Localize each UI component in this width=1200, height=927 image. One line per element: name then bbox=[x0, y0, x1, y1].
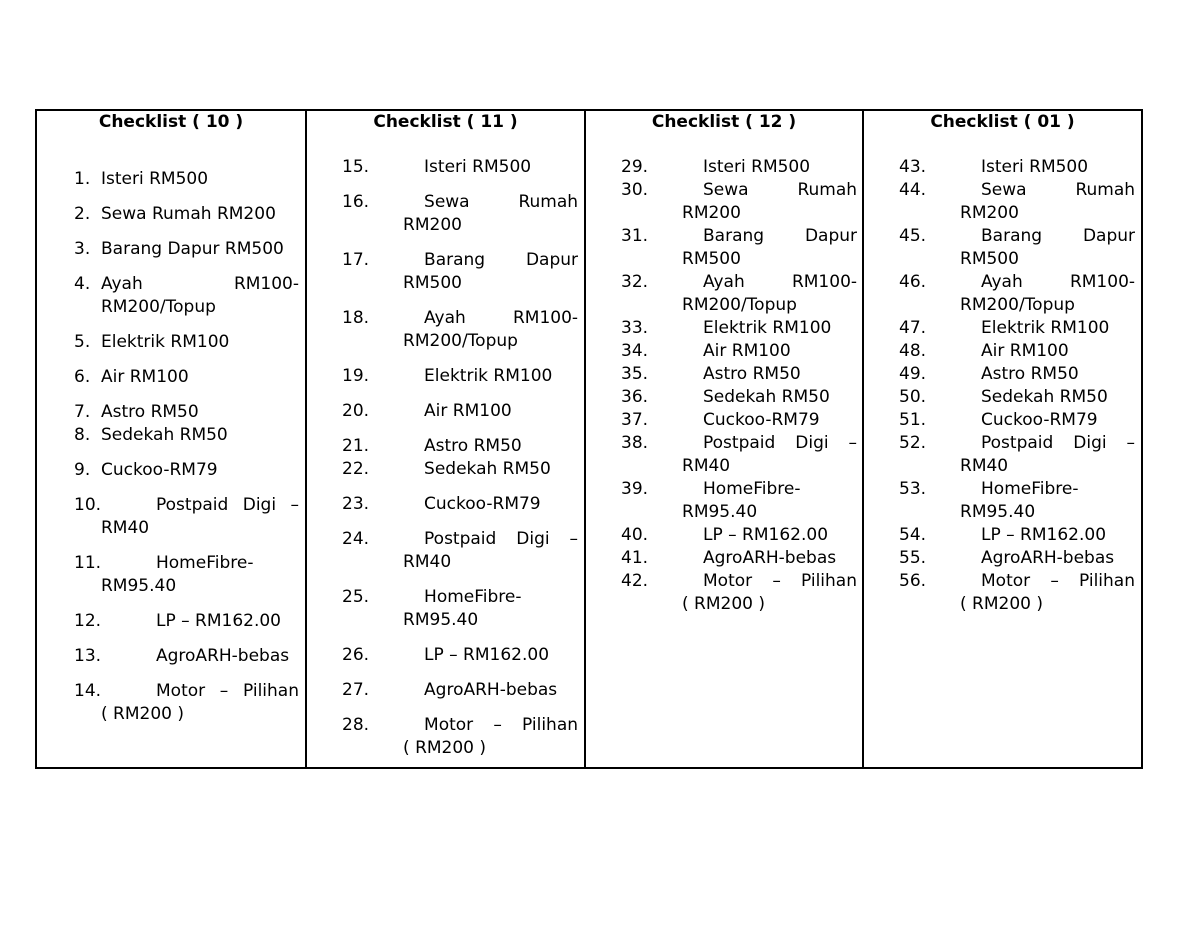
item-text-word: Motor bbox=[156, 681, 206, 701]
list-item bbox=[621, 478, 857, 524]
item-text-continuation: ( RM200 ) bbox=[101, 704, 184, 724]
list-item bbox=[342, 400, 578, 423]
item-text-word: RM100- bbox=[512, 308, 579, 328]
item-text-word: Barang bbox=[981, 226, 1043, 246]
item-text: Cuckoo-RM79 bbox=[424, 494, 541, 514]
item-number: 23. bbox=[342, 494, 370, 514]
item-number: 31. bbox=[621, 226, 649, 246]
item-text: LP – RM162.00 bbox=[424, 645, 550, 665]
item-text-word: HomeFibre- bbox=[424, 587, 522, 607]
item-text-word: Dapur bbox=[1082, 226, 1136, 246]
item-text: AgroARH-bebas bbox=[703, 548, 837, 568]
item-text-continuation: RM200/Topup bbox=[682, 295, 797, 315]
list-item bbox=[899, 409, 1135, 432]
list-item bbox=[74, 366, 299, 389]
item-number: 36. bbox=[621, 387, 649, 407]
list-item bbox=[621, 570, 857, 616]
item-text: Sedekah RM50 bbox=[703, 387, 830, 407]
list-item bbox=[342, 586, 578, 632]
item-text-continuation: RM200 bbox=[682, 203, 741, 223]
list-item bbox=[621, 156, 857, 179]
item-text: Elektrik RM100 bbox=[424, 366, 553, 386]
item-number: 11. bbox=[74, 553, 102, 573]
item-text-continuation: RM95.40 bbox=[960, 502, 1036, 522]
item-number: 48. bbox=[899, 341, 927, 361]
item-text-continuation: RM40 bbox=[403, 552, 452, 572]
item-text-word: RM100- bbox=[233, 274, 299, 294]
item-number: 21. bbox=[342, 436, 370, 456]
list-item bbox=[621, 225, 857, 271]
item-number: 41. bbox=[621, 548, 649, 568]
item-text-continuation: RM500 bbox=[960, 249, 1019, 269]
item-number: 17. bbox=[342, 250, 370, 270]
item-text-word: Digi bbox=[242, 495, 277, 515]
item-text: AgroARH-bebas bbox=[424, 680, 558, 700]
item-text: Air RM100 bbox=[101, 367, 189, 387]
item-text-continuation: RM95.40 bbox=[682, 502, 758, 522]
item-text: Isteri RM500 bbox=[703, 157, 811, 177]
item-number: 27. bbox=[342, 680, 370, 700]
item-text-word: Digi bbox=[795, 433, 829, 453]
list-item bbox=[899, 340, 1135, 363]
list-item bbox=[342, 435, 578, 458]
item-text-word: Postpaid bbox=[424, 529, 497, 549]
item-text: Air RM100 bbox=[981, 341, 1069, 361]
item-text-word: Digi bbox=[516, 529, 550, 549]
item-number: 13. bbox=[74, 646, 102, 666]
item-text-word: Pilihan bbox=[522, 715, 579, 735]
column-title: Checklist ( 01 ) bbox=[930, 112, 1075, 132]
list-item bbox=[342, 365, 578, 388]
item-text-word: Postpaid bbox=[703, 433, 776, 453]
item-number: 39. bbox=[621, 479, 649, 499]
item-text-word: Barang bbox=[703, 226, 765, 246]
item-text-word: RM100- bbox=[791, 272, 858, 292]
checklist-table bbox=[35, 109, 1143, 769]
item-text-word: Postpaid bbox=[156, 495, 229, 515]
item-text: Barang Dapur RM500 bbox=[101, 239, 284, 259]
list-item bbox=[342, 493, 578, 516]
list-item bbox=[74, 203, 299, 226]
item-text-word: Sewa bbox=[981, 180, 1027, 200]
item-number: 40. bbox=[621, 525, 649, 545]
item-number: 18. bbox=[342, 308, 370, 328]
item-number: 51. bbox=[899, 410, 927, 430]
item-number: 54. bbox=[899, 525, 927, 545]
item-text-continuation: RM40 bbox=[960, 456, 1009, 476]
list-item bbox=[74, 552, 299, 598]
item-text-word: – bbox=[493, 715, 502, 735]
list-item bbox=[899, 156, 1135, 179]
item-number: 20. bbox=[342, 401, 370, 421]
item-text-word: – bbox=[848, 433, 858, 453]
item-text-continuation: RM200 bbox=[960, 203, 1019, 223]
item-text-word: Sewa bbox=[703, 180, 749, 200]
item-text-continuation: RM200 bbox=[403, 215, 462, 235]
item-number: 29. bbox=[621, 157, 649, 177]
item-text: Elektrik RM100 bbox=[703, 318, 832, 338]
item-text-continuation: RM500 bbox=[403, 273, 462, 293]
list-item bbox=[74, 610, 299, 633]
list-item bbox=[899, 478, 1135, 524]
item-text-word: HomeFibre- bbox=[703, 479, 801, 499]
item-text-word: – bbox=[219, 681, 229, 701]
item-text-word: Ayah bbox=[101, 274, 143, 294]
item-text-continuation: RM40 bbox=[682, 456, 731, 476]
item-number: 55. bbox=[899, 548, 927, 568]
list-item bbox=[74, 238, 299, 261]
item-text: Sewa Rumah RM200 bbox=[101, 204, 276, 224]
list-item bbox=[621, 524, 857, 547]
item-number: 42. bbox=[621, 571, 649, 591]
item-number: 37. bbox=[621, 410, 649, 430]
item-text: Sedekah RM50 bbox=[101, 425, 228, 445]
list-item bbox=[899, 432, 1135, 478]
checklist-column bbox=[37, 111, 305, 767]
column-title: Checklist ( 10 ) bbox=[98, 112, 244, 132]
item-number: 43. bbox=[899, 157, 927, 177]
item-number: 15. bbox=[342, 157, 370, 177]
item-text-continuation: RM95.40 bbox=[403, 610, 479, 630]
item-text-continuation: RM40 bbox=[101, 518, 150, 538]
item-text: AgroARH-bebas bbox=[981, 548, 1115, 568]
item-number: 4. bbox=[74, 274, 91, 294]
list-item bbox=[342, 644, 578, 667]
item-number: 9. bbox=[74, 460, 91, 480]
list-item bbox=[899, 570, 1135, 616]
item-text-continuation: RM200/Topup bbox=[960, 295, 1075, 315]
item-text: LP – RM162.00 bbox=[981, 525, 1107, 545]
item-number: 49. bbox=[899, 364, 927, 384]
item-text-word: Dapur bbox=[525, 250, 579, 270]
item-number: 35. bbox=[621, 364, 649, 384]
list-item bbox=[342, 458, 578, 481]
item-text-word: Sewa bbox=[424, 192, 470, 212]
item-text-word: Rumah bbox=[518, 192, 579, 212]
item-text-word: Barang bbox=[424, 250, 486, 270]
list-item bbox=[74, 459, 299, 482]
column-title: Checklist ( 12 ) bbox=[651, 112, 797, 132]
item-text: Sedekah RM50 bbox=[424, 459, 551, 479]
item-text-word: Motor bbox=[703, 571, 753, 591]
item-text-word: Pilihan bbox=[800, 571, 857, 591]
list-item bbox=[899, 363, 1135, 386]
list-item bbox=[74, 273, 299, 319]
item-text: Sedekah RM50 bbox=[981, 387, 1108, 407]
item-text-word: Rumah bbox=[797, 180, 858, 200]
item-number: 10. bbox=[74, 495, 102, 515]
list-item bbox=[621, 409, 857, 432]
list-item bbox=[621, 363, 857, 386]
item-text: Astro RM50 bbox=[424, 436, 522, 456]
item-text-word: – bbox=[772, 571, 781, 591]
item-text: Astro RM50 bbox=[981, 364, 1079, 384]
item-text-word: Pilihan bbox=[242, 681, 299, 701]
item-text-word: – bbox=[1050, 571, 1059, 591]
item-text: Astro RM50 bbox=[703, 364, 801, 384]
item-text-continuation: RM500 bbox=[682, 249, 741, 269]
list-item bbox=[899, 317, 1135, 340]
item-number: 6. bbox=[74, 367, 91, 387]
item-number: 14. bbox=[74, 681, 102, 701]
item-text-continuation: RM200/Topup bbox=[101, 297, 216, 317]
item-number: 52. bbox=[899, 433, 927, 453]
item-number: 34. bbox=[621, 341, 649, 361]
item-text-word: Dapur bbox=[804, 226, 858, 246]
item-text-continuation: RM200/Topup bbox=[403, 331, 518, 351]
item-text: AgroARH-bebas bbox=[156, 646, 290, 666]
list-item bbox=[621, 547, 857, 570]
checklist-column bbox=[862, 111, 1141, 767]
checklist-column bbox=[584, 111, 862, 767]
item-text: Isteri RM500 bbox=[101, 169, 209, 189]
item-number: 38. bbox=[621, 433, 649, 453]
list-item bbox=[899, 547, 1135, 570]
list-item bbox=[74, 494, 299, 540]
list-item bbox=[74, 424, 299, 447]
item-number: 33. bbox=[621, 318, 649, 338]
item-text: Cuckoo-RM79 bbox=[703, 410, 820, 430]
item-text-word: RM100- bbox=[1069, 272, 1136, 292]
item-number: 26. bbox=[342, 645, 370, 665]
list-item bbox=[899, 225, 1135, 271]
item-text-continuation: ( RM200 ) bbox=[682, 594, 766, 614]
list-item bbox=[342, 679, 578, 702]
list-item bbox=[621, 386, 857, 409]
item-text: LP – RM162.00 bbox=[156, 611, 281, 631]
item-number: 28. bbox=[342, 715, 370, 735]
item-number: 5. bbox=[74, 332, 91, 352]
item-text-word: Ayah bbox=[703, 272, 745, 292]
item-text: Cuckoo-RM79 bbox=[101, 460, 218, 480]
item-number: 8. bbox=[74, 425, 91, 445]
item-number: 16. bbox=[342, 192, 370, 212]
item-text-word: HomeFibre- bbox=[156, 553, 254, 573]
item-text: Elektrik RM100 bbox=[101, 332, 230, 352]
item-number: 56. bbox=[899, 571, 927, 591]
item-text-word: Ayah bbox=[981, 272, 1023, 292]
item-text-continuation: ( RM200 ) bbox=[403, 738, 487, 758]
item-text: Cuckoo-RM79 bbox=[981, 410, 1098, 430]
item-text-continuation: RM95.40 bbox=[101, 576, 177, 596]
list-item bbox=[899, 524, 1135, 547]
list-item bbox=[342, 249, 578, 295]
item-number: 25. bbox=[342, 587, 370, 607]
list-item bbox=[342, 156, 578, 179]
column-title: Checklist ( 11 ) bbox=[373, 112, 518, 132]
list-item bbox=[899, 386, 1135, 409]
item-text-word: – bbox=[290, 495, 299, 515]
item-text-word: Motor bbox=[981, 571, 1031, 591]
item-number: 32. bbox=[621, 272, 649, 292]
item-number: 45. bbox=[899, 226, 927, 246]
item-text-word: – bbox=[1126, 433, 1136, 453]
item-number: 30. bbox=[621, 180, 649, 200]
item-number: 53. bbox=[899, 479, 927, 499]
list-item bbox=[621, 432, 857, 478]
item-number: 24. bbox=[342, 529, 370, 549]
item-number: 12. bbox=[74, 611, 102, 631]
list-item bbox=[74, 168, 299, 191]
item-text: Air RM100 bbox=[703, 341, 791, 361]
item-text-continuation: ( RM200 ) bbox=[960, 594, 1044, 614]
item-text: Elektrik RM100 bbox=[981, 318, 1110, 338]
list-item bbox=[74, 401, 299, 424]
list-item bbox=[74, 645, 299, 668]
item-text: Air RM100 bbox=[424, 401, 512, 421]
item-text: LP – RM162.00 bbox=[703, 525, 829, 545]
item-number: 47. bbox=[899, 318, 927, 338]
item-number: 22. bbox=[342, 459, 370, 479]
checklist-column bbox=[305, 111, 584, 767]
list-item bbox=[342, 191, 578, 237]
list-item bbox=[74, 331, 299, 354]
list-item bbox=[621, 179, 857, 225]
item-number: 44. bbox=[899, 180, 927, 200]
item-number: 19. bbox=[342, 366, 370, 386]
item-text-word: – bbox=[569, 529, 579, 549]
list-item bbox=[74, 680, 299, 726]
item-number: 46. bbox=[899, 272, 927, 292]
list-item bbox=[342, 307, 578, 353]
item-text: Astro RM50 bbox=[101, 402, 199, 422]
list-item bbox=[342, 714, 578, 760]
item-text-word: Pilihan bbox=[1078, 571, 1135, 591]
item-number: 2. bbox=[74, 204, 91, 224]
item-text-word: Digi bbox=[1073, 433, 1107, 453]
item-text-word: HomeFibre- bbox=[981, 479, 1079, 499]
item-text: Isteri RM500 bbox=[981, 157, 1089, 177]
item-text-word: Motor bbox=[424, 715, 474, 735]
item-number: 3. bbox=[74, 239, 91, 259]
list-item bbox=[342, 528, 578, 574]
item-number: 1. bbox=[74, 169, 91, 189]
list-item bbox=[899, 179, 1135, 225]
item-number: 7. bbox=[74, 402, 91, 422]
list-item bbox=[621, 317, 857, 340]
list-item bbox=[621, 271, 857, 317]
item-text-word: Rumah bbox=[1075, 180, 1136, 200]
list-item bbox=[899, 271, 1135, 317]
item-text: Isteri RM500 bbox=[424, 157, 532, 177]
item-text-word: Postpaid bbox=[981, 433, 1054, 453]
item-number: 50. bbox=[899, 387, 927, 407]
item-text-word: Ayah bbox=[424, 308, 466, 328]
list-item bbox=[621, 340, 857, 363]
